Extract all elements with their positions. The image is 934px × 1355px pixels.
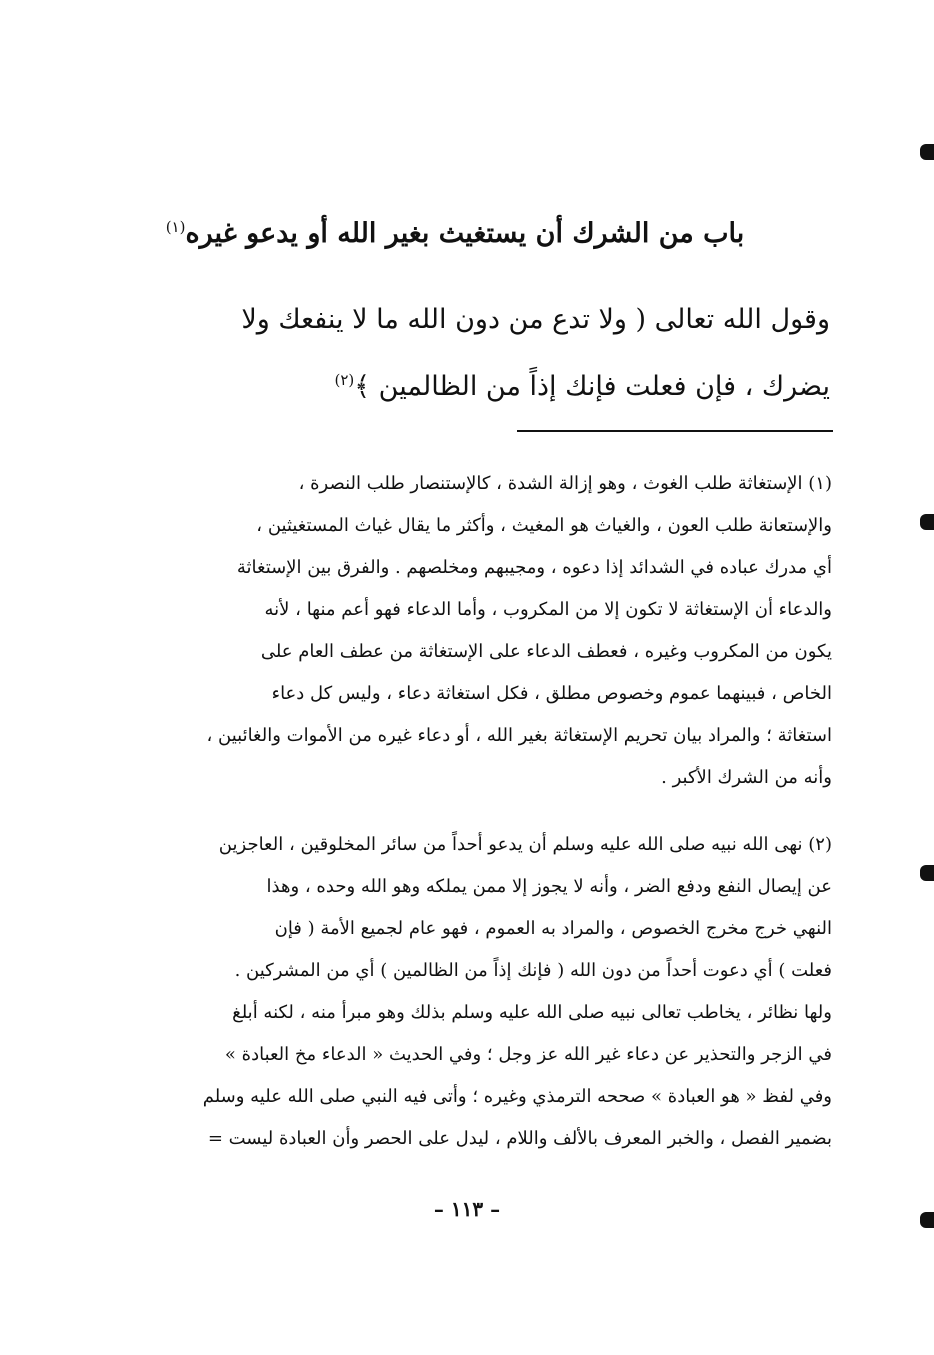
footnote-separator <box>517 430 833 432</box>
verse-line: وقول الله تعالى ( ولا تدع من دون الله ما لا ينفعك ولا <box>241 304 830 335</box>
scan-edge-mark <box>920 1212 934 1228</box>
scan-edge-mark <box>920 514 934 530</box>
page-number: – ١١٣ – <box>433 1197 501 1221</box>
footnote-1 <box>108 463 832 799</box>
footnote-line: عن إيصال النفع ودفع الضر ، وأنه لا يجوز إلا ممن يملكه وهو الله وحده ، وهذا <box>266 876 832 897</box>
footnote-line: فعلت ) أي دعوت أحداً من دون الله ( فإنك إذاً من الظالمين ) أي من المشركين . <box>234 960 832 981</box>
footnote-line: استغاثة ؛ والمراد بيان تحريم الإستغاثة بغير الله ، أو دعاء غيره من الأموات والغائبين ، <box>206 725 832 746</box>
footnote-line: أي مدرك عباده في الشدائد إذا دعوه ، ومجيبهم ومخلصهم . والفرق بين الإستغاثة <box>236 557 832 578</box>
chapter-title-text: باب من الشرك أن يستغيث بغير الله أو يدعو غيره <box>185 218 745 249</box>
footnote-line: يكون من المكروب وغيره ، فعطف الدعاء على الإستغاثة من عطف العام على <box>260 641 832 662</box>
footnote-line: ولها نظائر ، يخاطب تعالى نبيه صلى الله عليه وسلم بذلك وهو مبرأ منه ، لكنه أبلغ <box>232 1002 832 1023</box>
footnote-line: وأنه من الشرك الأكبر . <box>661 767 832 788</box>
footnote-line: بضمير الفصل ، والخبر المعرف بالألف واللام ، ليدل على الحصر وأن العبادة ليست = <box>207 1128 832 1149</box>
footnote-line: الخاص ، فبينهما عموم وخصوص مطلق ، فكل استغاثة دعاء ، وليس كل دعاء <box>271 683 832 704</box>
footnote-line: (٢) نهى الله نبيه صلى الله عليه وسلم أن يدعو أحداً من سائر المخلوقين ، العاجزين <box>218 834 832 855</box>
footnote-line: والإستعانة طلب العون ، والغياث هو المغيث ، وأكثر ما يقال غياث المستغيثين ، <box>256 515 832 536</box>
footnote-2 <box>108 824 832 1160</box>
footnote-line: وفي لفظ « هو العبادة » صححه الترمذي وغيره ؛ وأتى فيه النبي صلى الله عليه وسلم <box>202 1086 832 1107</box>
footnote-line: النهي خرج مخرج الخصوص ، والمراد به العموم ، فهو عام لجميع الأمة ( فإن <box>274 918 832 939</box>
footnote-line: في الزجر والتحذير عن دعاء غير الله عز وجل ؛ وفي الحديث « الدعاء مخ العبادة » <box>224 1044 832 1065</box>
footnote-ref-2: (٢) <box>334 371 355 389</box>
scan-edge-mark <box>920 865 934 881</box>
chapter-title <box>150 203 760 258</box>
quran-verse <box>108 290 830 417</box>
verse-line: يضرك ، فإن فعلت فإنك إذاً من الظالمين ﴾$^{(٢)}$ <box>334 371 830 402</box>
footnote-line: (١) الإستغاثة طلب الغوث ، وهو إزالة الشدة ، كالإستنصار طلب النصرة ، <box>298 473 832 494</box>
scan-edge-mark <box>920 144 934 160</box>
footnote-line: والدعاء أن الإستغاثة لا تكون إلا من المكروب ، وأما الدعاء فهو أعم منها ، لأنه <box>264 599 832 620</box>
footnote-ref-1: (١) <box>165 218 186 236</box>
